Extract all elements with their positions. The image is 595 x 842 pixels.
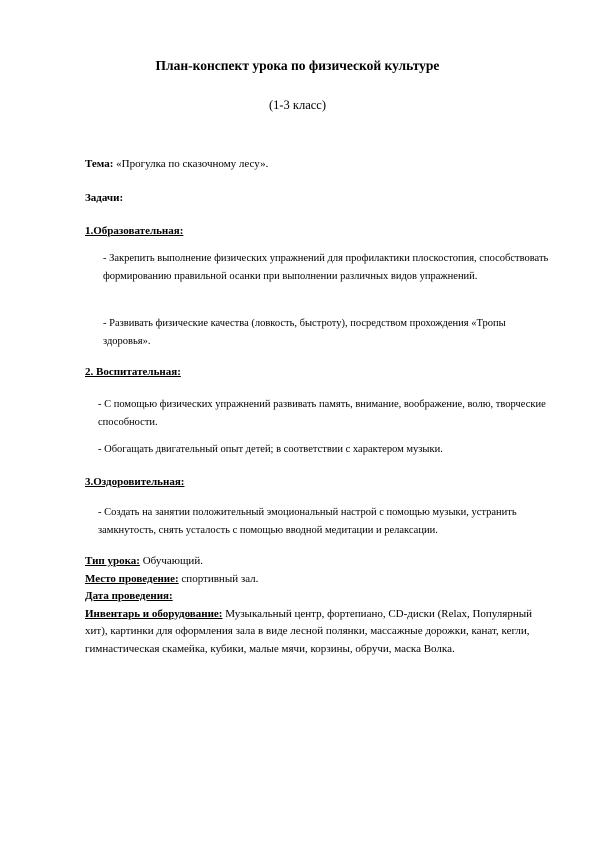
document-subtitle: (1-3 класс) [268,98,327,112]
lesson-type-label: Тип урока: [85,555,140,567]
section-paragraph: - Обогащать двигательный опыт детей; в соответствии с характером музыки. [98,444,443,455]
document-title: План-конспект урока по физической культуре [155,58,440,73]
tasks-label: Задачи: [85,192,124,204]
section-paragraph: - Развивать физические качества (ловкость, быстроту), посредством прохождения «Тропы здоровья». [103,318,506,348]
topic-value: «Прогулка по сказочному лесу». [113,158,269,170]
date-line [85,588,555,606]
inventory-value: Музыкальный центр, фортепиано, CD-диски (Relax, Популярный хит), картинки для оформления зала в виде лесной полянки, массажные дорожки, канат, кегли, гимнастическая скамейка, кубики, малые мячи, корзины, обручи, маска Волка. [85,607,533,655]
lesson-info [85,553,555,658]
topic-line [85,157,268,171]
inventory-label: Инвентарь и оборудование: [85,607,223,620]
inventory-line [85,606,555,659]
topic-label: Тема: [85,158,114,170]
lesson-type-value: Обучающий. [139,555,203,567]
date-label: Дата проведения: [85,590,173,602]
place-label: Место проведение: [85,572,179,585]
lesson-type-line [85,553,555,571]
section-heading-educational: 1.Образовательная: [85,225,184,237]
section-heading-health: 3.Оздоровительная: [85,476,185,488]
place-line [85,571,555,589]
place-value: спортивный зал. [178,572,259,585]
section-paragraph: - Закрепить выполнение физических упражнений для профилактики плоскостопия, способствовать формированию правильной осанки при выполнении различных видов упражнений. [103,253,549,283]
section-paragraph: - Создать на занятии положительный эмоциональный настрой с помощью музыки, устранить замкнутость, снять усталость с помощью вводной медитации и релаксации. [98,507,517,537]
section-heading-upbringing: 2. Воспитательная: [85,366,181,378]
section-paragraph: - С помощью физических упражнений развивать память, внимание, воображение, волю, творческие способности. [98,399,546,429]
